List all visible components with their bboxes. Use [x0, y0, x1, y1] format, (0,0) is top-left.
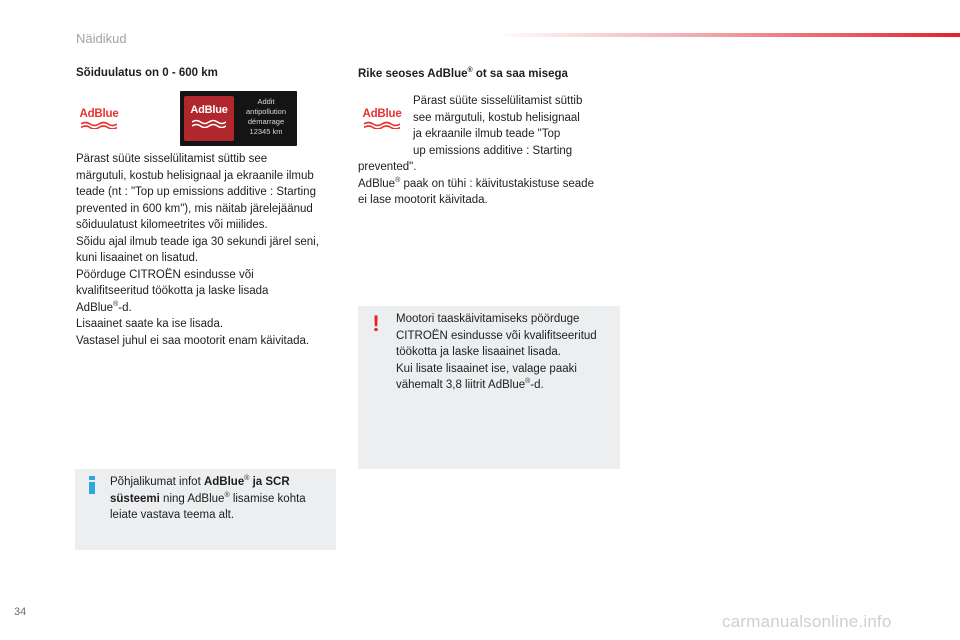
text-line: ei lase mootorit käivitada. — [358, 194, 488, 206]
screen-message — [238, 97, 294, 137]
text-fragment: -d. — [118, 301, 132, 314]
text-line: teade (nt : "Top up emissions additive : Starting — [76, 186, 316, 198]
section-title: Näidikud — [76, 31, 127, 46]
text-line: vähemalt 3,8 liitrit AdBlue®-d. — [396, 378, 544, 391]
text-line: CITROËN esindusse või kvalifitseeritud — [396, 329, 597, 342]
left-heading: Sõiduulatus on 0 - 600 km — [76, 67, 218, 79]
text-line: Põhjalikumat infot AdBlue® ja SCR — [110, 475, 290, 488]
wave-icon — [364, 121, 400, 129]
page-number: 34 — [14, 606, 27, 618]
adblue-icon-label: AdBlue — [79, 108, 119, 120]
text-line: Lisaainet saate ka ise lisada. — [76, 318, 224, 330]
text-line: Kui lisate lisaainet ise, valage paaki — [396, 362, 577, 375]
adblue-warning-icon — [77, 108, 121, 128]
text-line: Pärast süüte sisselülitamist süttib see — [76, 153, 268, 165]
text-line — [76, 300, 340, 317]
warning-icon: ! — [372, 311, 380, 336]
text-line: leiate vastava teema alt. — [110, 509, 235, 521]
text-line: töökotta ja laske lisaainet lisada. — [396, 346, 561, 358]
text-line: märgutuli, kostub helisignaal ja ekraanile ilmub — [76, 169, 314, 182]
adblue-icon-label: AdBlue — [362, 108, 402, 120]
warning-box-text — [396, 311, 618, 394]
left-paragraph — [76, 151, 340, 349]
text-line: Pärast süüte sisselülitamist süttib — [413, 95, 583, 107]
wave-icon — [192, 119, 226, 128]
text-line: kvalifitseeritud töökotta ja laske lisada — [76, 285, 269, 297]
screen-badge-label: AdBlue — [190, 104, 228, 116]
right-paragraph — [358, 159, 620, 209]
text-line: kuni lisaainet on lisatud. — [76, 252, 199, 264]
text-line: AdBlue® paak on tühi : käivitustakistuse seade — [358, 176, 594, 190]
text-line: prevented in 600 km"), mis näitab järelejäänud — [76, 202, 313, 215]
screen-line: 12345 km — [249, 127, 283, 136]
text-line: Mootori taaskäivitamiseks pöörduge — [396, 313, 580, 325]
screen-line: démarrage — [247, 117, 285, 126]
wave-icon — [81, 121, 117, 129]
header-rule — [495, 33, 960, 37]
text-line: Sõidu ajal ilmub teade iga 30 sekundi järel seni, — [76, 235, 319, 248]
adblue-warning-icon — [360, 108, 404, 128]
adblue-word: AdBlue — [76, 301, 114, 314]
text-line: sõiduulatust kilomeetrites või miilides. — [76, 219, 268, 231]
text-line: prevented". — [358, 161, 417, 173]
instrument-screen — [180, 91, 297, 146]
text-line: ja ekraanile ilmub teade "Top — [413, 128, 561, 140]
info-box-text — [110, 474, 332, 524]
screen-line: Addit — [257, 97, 275, 106]
text-line: up emissions additive : Starting — [413, 144, 573, 157]
right-heading: Rike seoses AdBlue® ot sa saa misega — [358, 67, 568, 80]
right-paragraph-indented — [413, 93, 613, 159]
text-line: Pöörduge CITROËN esindusse või — [76, 268, 254, 281]
text-line: süsteemi ning AdBlue® lisamise kohta — [110, 491, 306, 505]
screen-line: antipollution — [245, 107, 287, 116]
info-icon — [88, 476, 96, 494]
text-line: see märgutuli, kostub helisignaal — [413, 111, 580, 124]
screen-adblue-badge — [184, 96, 234, 141]
registered-mark: ® — [113, 300, 119, 308]
watermark: carmanualsonline.info — [722, 612, 892, 631]
text-line: Vastasel juhul ei saa mootorit enam käivitada. — [76, 334, 310, 347]
